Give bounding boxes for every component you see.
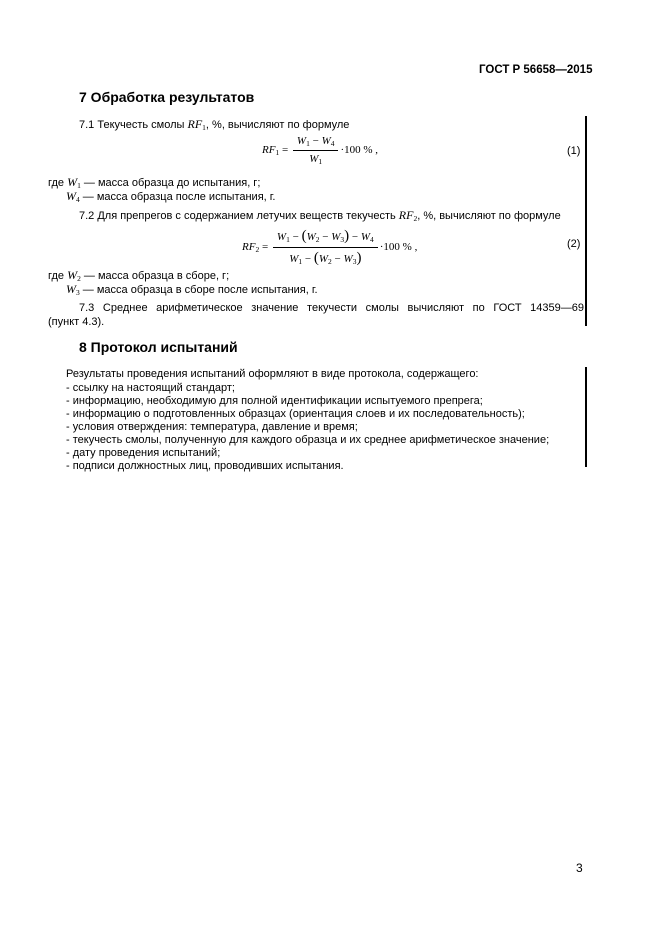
paragraph-7-3-line-2: (пункт 4.3). — [48, 316, 105, 328]
protocol-item-2: - информацию, необходимую для полной идентификации испытуемого препрега; — [66, 395, 483, 407]
p71-pre: 7.1 Текучесть смолы — [79, 119, 188, 131]
where2-item-2: $W_3$ — масса образца в сборе после испытания, г. — [66, 282, 318, 297]
section7-title: 7 Обработка результатов — [79, 89, 255, 105]
where1-item-1: где $W_1$ — масса образца до испытания, г; — [48, 175, 261, 190]
equation-2-number: (2) — [567, 238, 581, 250]
eq1-fraction: $\frac{W_1 - W_4}{W_1}$ — [293, 135, 339, 166]
paragraph-7-3-line-1: 7.3 Среднее арифметическое значение текучести смолы вычисляют по ГОСТ 14359—69 — [79, 302, 584, 314]
protocol-item-5: - текучесть смолы, полученную для каждого образца и их среднее арифметическое значение; — [66, 434, 550, 446]
equation-1: $RF_1$ = $\frac{W_1 - W_4}{W_1}$ ·100 % , — [262, 135, 379, 166]
where1-item-2: $W_4$ — масса образца после испытания, г. — [66, 189, 276, 204]
protocol-item-4: - условия отверждения: температура, давление и время; — [66, 421, 358, 433]
protocol-item-1: - ссылку на настоящий стандарт; — [66, 382, 235, 394]
paragraph-7-1 — [79, 117, 349, 135]
protocol-item-7: - подписи должностных лиц, проводивших испытания. — [66, 460, 344, 472]
p71-var: $RF_1$ — [187, 117, 206, 132]
change-bar-section8 — [585, 367, 587, 467]
protocol-item-3: - информацию о подготовленных образцах (ориентация слоев и их последовательность); — [66, 408, 525, 420]
change-bar-section7 — [585, 116, 587, 326]
protocol-item-6: - дату проведения испытаний; — [66, 447, 221, 459]
where2-item-1: где $W_2$ — масса образца в сборе, г; — [48, 268, 230, 283]
page-number: 3 — [576, 861, 583, 875]
p71-post: , %, вычисляют по формуле — [205, 119, 350, 131]
eq2-fraction: $\frac{W_1 - (W_2 - W_3) - W_4}{W_1 - (W_2 - W_3)}$ — [273, 228, 378, 267]
equation-2: $RF_2$ = $\frac{W_1 - (W_2 - W_3) - W_4}{W_1 - (W_2 - W_3)}$ ·100 % , — [242, 228, 418, 266]
section8-title: 8 Протокол испытаний — [79, 339, 238, 355]
section8-intro: Результаты проведения испытаний оформляют в виде протокола, содержащего: — [66, 368, 479, 380]
standard-id-header: ГОСТ Р 56658—2015 — [479, 64, 593, 76]
equation-1-number: (1) — [567, 145, 581, 157]
paragraph-7-2: 7.2 Для препрегов с содержанием летучих веществ текучесть $RF_2$, %, вычисляют по формуле — [79, 208, 561, 223]
